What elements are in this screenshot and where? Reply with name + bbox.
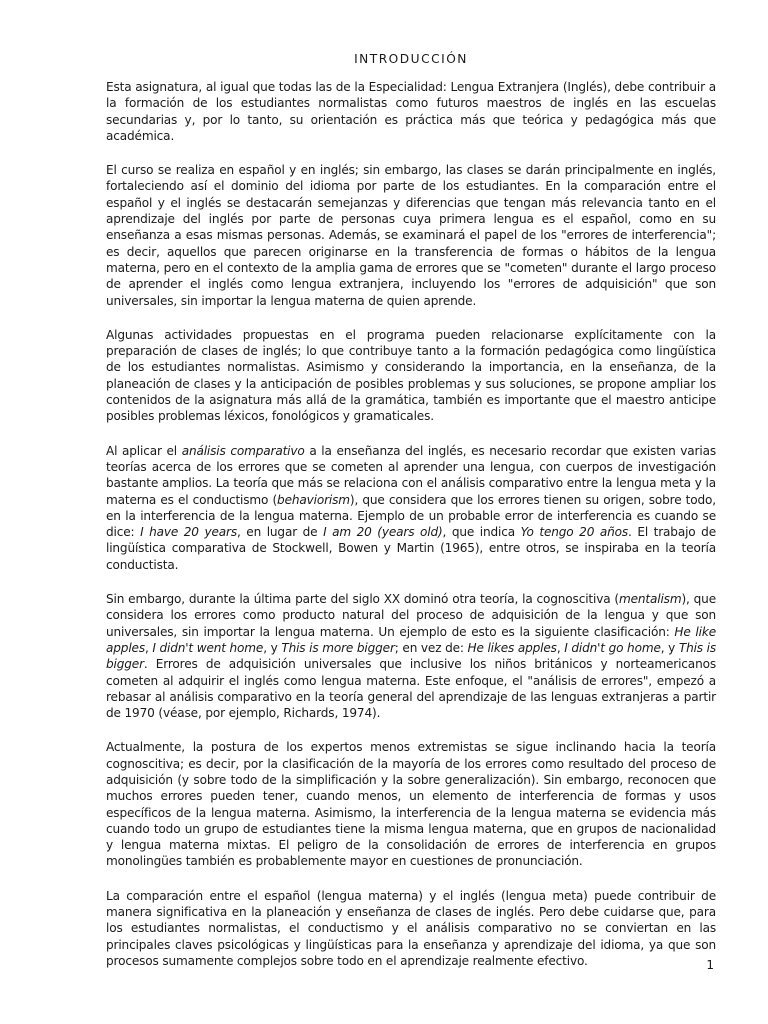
italic-text: This is more bigger [281,640,395,655]
document-page [106,52,716,987]
italic-text: behaviorism [277,492,350,507]
paragraph [106,888,716,969]
text-run: , [556,640,565,655]
text-run: . El trabajo de lingüística comparativa de Stockwell, Bowen y Martin (1965), entre otros, se inspiraba en la teoría conductista. [106,525,716,572]
paragraph [106,79,716,144]
paragraph [106,327,716,425]
text-run: ; en vez de: [394,640,468,655]
text-run: , y [263,640,282,655]
italic-text: I am 20 (years old) [323,525,443,540]
italic-text: análisis comparativo [181,443,305,458]
page-title: INTRODUCCIÓN [354,52,468,66]
text-run: La comparación entre el español (lengua materna) y el inglés (lengua meta) puede contribuir de manera significativa en la planeación y enseñanza de clases de inglés. Pero debe cuidarse que, para los estudiantes normalistas, el conductismo y el análisis comparativo no se conviertan en las principales claves psicológicas y lingüísticas para la enseñanza y aprendizaje del idioma, ya que son procesos sumamente complejos sobre todo en el aprendizaje realmente efectivo. [106,888,716,968]
text-run: ), que considera los errores como producto natural del proceso de adquisición de la lengua y que son universales, sin importar la lengua materna. Un ejemplo de esto es la siguiente clasificación: [106,592,716,639]
paragraph [106,739,716,869]
paragraph [106,591,716,721]
text-run: . Errores de adquisición universales que inclusive los niños británicos y norteamericanos cometen al adquirir el inglés como lengua materna. Este enfoque, el "análisis de errores", empezó a rebasar al análisis comparativo en la teoría general del aprendizaje de las lenguas extranjeras a partir de 1970 (véase, por ejemplo, Richards, 1974). [106,657,716,721]
italic-text: This is bigger [106,640,717,672]
italic-text: mentalism [618,592,682,607]
text-run: , y [660,640,679,655]
page-number: 1 [706,958,714,972]
paragraph [106,162,716,309]
text-run: Sin embargo, durante la última parte del siglo XX dominó otra teoría, la cognoscitiva ( [106,592,619,607]
text-run: ), que considera que los errores tienen su origen, sobre todo, en la interferencia de la lengua materna. Ejemplo de un probable error de interferencia es cuando se dice: [106,492,716,540]
text-run: El curso se realiza en español y en inglés; sin embargo, las clases se darán principalmente en inglés, fortaleciendo así el dominio del idioma por parte de los estudiantes. En la comparación entre el español y el inglés se destacarán semejanzas y diferencias que tengan más relevancia tanto en el aprendizaje del inglés por parte de personas cuya primera lengua es el español, como en su enseñanza a esas mismas personas. Además, se examinará el papel de los "errores de interferencia"; es decir, aquellos que parecen originarse en la transferencia de formas o hábitos de la lengua materna, pero en el contexto de la amplia gama de errores que se "cometen" durante el largo proceso de aprender el inglés como lengua extranjera, incluyendo los "errores de adquisición" que son universales, sin importar la lengua materna de quien aprende. [106,163,716,308]
text-run: Actualmente, la postura de los expertos menos extremistas se sigue inclinando hacia la teoría cognoscitiva; es decir, por la clasificación de la mayoría de los errores como resultado del proceso de adquisición (y sobre todo de la simplificación y la sobre generalización). Sin embargo, reconocen que muchos errores pueden tener, cuando menos, un elemento de interferencia de formas y usos específicos de la lengua materna. Asimismo, la interferencia de la lengua materna se evidencia más cuando todo un grupo de estudiantes tiene la misma lengua materna, que en grupos de nacionalidad y lengua materna mixtas. El peligro de la consolidación de errores de interferencia en grupos monolingües también es probablemente mayor en cuestiones de pronunciación. [106,740,716,869]
italic-text: He likes apples [467,640,557,655]
text-run: Al aplicar el [106,443,182,458]
text-run: Esta asignatura, al igual que todas las de la Especialidad: Lengua Extranjera (Inglés), debe contribuir a la formación de los estudiantes normalistas como futuros maestros de inglés en las escuelas secundarias y, por lo tanto, su orientación es práctica más que teórica y pedagógica más que académica. [106,80,716,143]
italic-text: He like apples [106,624,717,655]
italic-text: I have 20 years [140,525,237,540]
document-body [106,79,716,969]
text-run: , [144,640,153,655]
text-run: , en lugar de [237,525,324,540]
italic-text: I didn't go home [564,640,661,655]
italic-text: Yo tengo 20 años [520,525,629,540]
italic-text: I didn't went home [152,640,264,655]
paragraph [106,443,716,573]
text-run: Algunas actividades propuestas en el programa pueden relacionarse explícitamente con la preparación de clases de inglés; lo que contribuye tanto a la formación pedagógica como lingüística de los estudiantes normalistas. Asimismo y considerando la importancia, en la enseñanza, de la planeación de clases y la anticipación de posibles problemas y sus soluciones, se propone ampliar los contenidos de la asignatura más allá de la gramática, también es importante que el maestro anticipe posibles problemas léxicos, fonológicos y gramaticales. [106,327,716,424]
text-run: , que indica [442,525,521,540]
text-run: a la enseñanza del inglés, es necesario recordar que existen varias teorías acerca de los errores que se cometen al aprender una lengua, con cuerpos de investigación bastante amplios. La teoría que más se relaciona con el análisis comparativo entre la lengua meta y la materna es el conductismo ( [106,443,716,507]
